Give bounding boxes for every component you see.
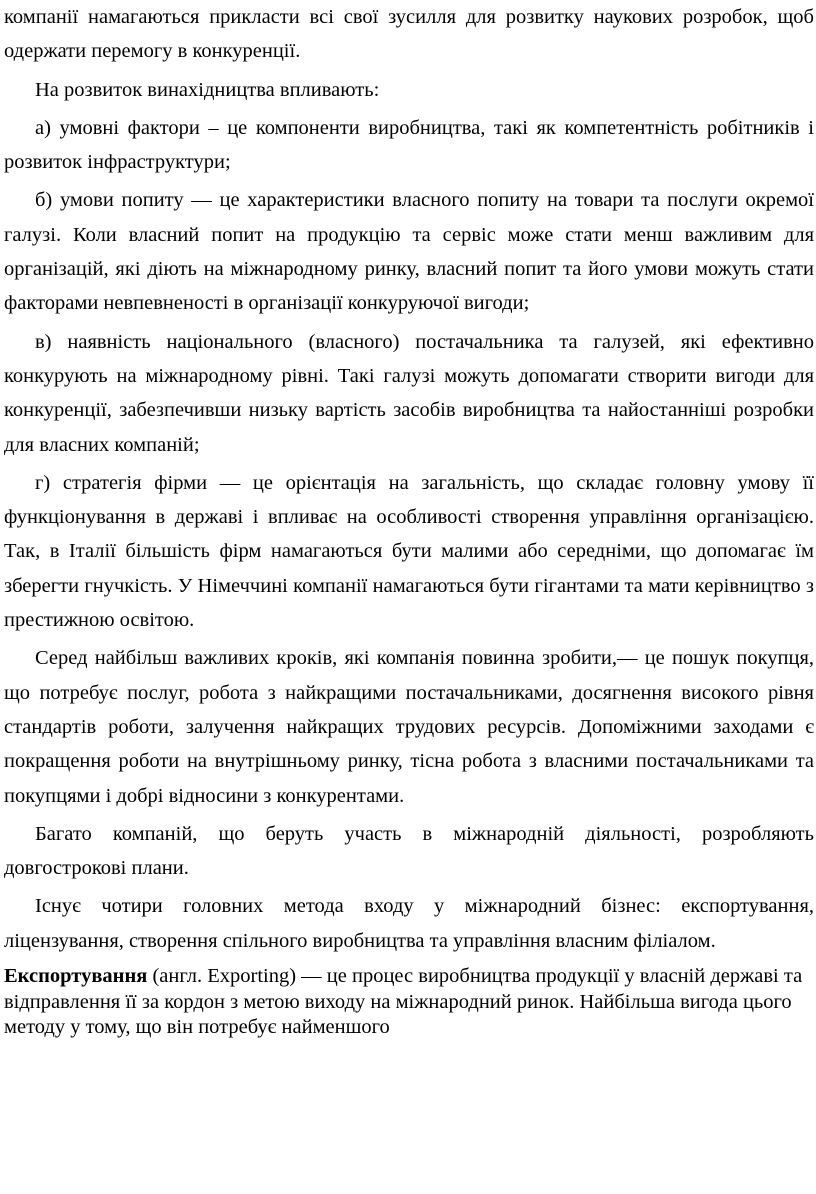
paragraph-entry-methods: Існує чотири головних метода входу у міжнародний бізнес: експортування, ліцензування, створення спільного виробництва та управління власним філіалом. — [4, 895, 814, 952]
paragraph-intro-factors: На розвиток винахідництва впливають: — [35, 78, 380, 101]
paragraph-continuation: компанії намагаються прикласти всі свої зусилля для розвитку наукових розробок, щоб одержати перемогу в конкуренції. — [4, 6, 814, 63]
exporting-definition: (англ. Exporting) — це процес виробництва продукції у власній державі та відправлення її за кордон з метою виходу на міжнародний ринок. Найбільша вигода цього методу у тому, що він потребує найменшого — [4, 965, 803, 1039]
paragraph-long-term-plans: Багато компаній, що беруть участь в міжнародній діяльності, розробляють довгострокові плани. — [4, 822, 814, 880]
paragraph-factor-d: г) стратегія фірми — це орієнтація на загальність, що складає головну умову її функціонування в державі і впливає на особливості створення управління організацією. Так, в Італії більшість фірм намагаються бути малими або середніми, що допомагає їм зберегти гнучкість. У Німеччині компанії намагаються бути гігантами та мати керівництво з престижною освітою. — [4, 471, 814, 632]
paragraph-important-steps: Серед найбільш важливих кроків, які компанія повинна зробити,— це пошук покупця, що потребує послуг, робота з найкращими постачальниками, досягнення високого рівня стандартів роботи, залучення найкращих трудових ресурсів. Допоміжними заходами є покращення роботи на внутрішньому ринку, тісна робота з власними постачальниками та покупцями і добрі відносини з конкурентами. — [4, 647, 814, 807]
paragraph-factor-a: а) умовні фактори – це компоненти виробництва, такі як компетентність робітників і розвиток інфраструктури; — [4, 116, 814, 174]
term-exporting: Експортування — [4, 965, 148, 988]
paragraph-factor-b: б) умови попиту — це характеристики власного попиту на товари та послуги окремої галузі. Коли власний попит на продукцію та сервіс може стати менш важливим для організацій, які діють на міжнародному ринку, власний попит та його умови можуть стати факторами невпевненості в організації конкуруючої вигоди; — [4, 189, 814, 315]
paragraph-factor-c: в) наявність національного (власного) постачальника та галузей, які ефективно конкурують на міжнародному рівні. Такі галузі можуть допомагати створити вигоди для конкуренції, забезпечивши низьку вартість засобів виробництва та найостанніші розробки для власних компаній; — [4, 330, 814, 456]
paragraph-exporting — [4, 964, 814, 1041]
